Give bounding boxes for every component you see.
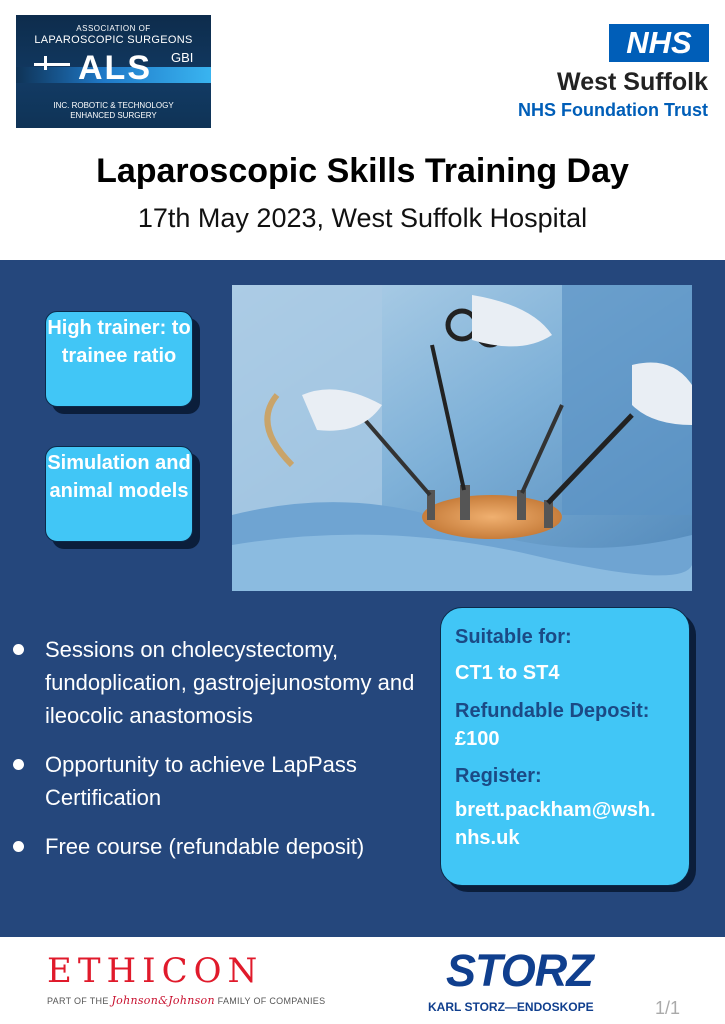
list-item bbox=[10, 633, 430, 732]
ethicon-logo: ETHICON bbox=[47, 951, 264, 991]
register-email-line1[interactable]: brett.packham@wsh. bbox=[455, 799, 656, 821]
register-label: Register: bbox=[455, 765, 542, 787]
als-logo-mark: ALS bbox=[78, 49, 152, 87]
page-title: Laparoscopic Skills Training Day bbox=[96, 152, 629, 190]
ethicon-tagline bbox=[47, 994, 325, 1007]
suitable-label: Suitable for: bbox=[455, 626, 572, 648]
list-item bbox=[10, 830, 430, 863]
als-logo-line3: INC. ROBOTIC & TECHNOLOGY bbox=[53, 101, 174, 110]
event-date-location: 17th May 2023, West Suffolk Hospital bbox=[137, 203, 588, 233]
bullet-icon bbox=[13, 759, 24, 770]
surgery-photo bbox=[232, 285, 692, 591]
als-logo-gbi: GBI bbox=[171, 50, 194, 65]
nhs-logo: NHS bbox=[609, 24, 709, 62]
johnson-johnson-logo: Johnson&Johnson bbox=[111, 994, 215, 1007]
nhs-trust-name: NHS Foundation Trust bbox=[518, 100, 708, 120]
feature-list bbox=[10, 633, 430, 879]
info-box bbox=[440, 607, 690, 886]
list-item bbox=[10, 748, 430, 814]
laparoscope-icon bbox=[34, 63, 70, 66]
deposit-label: Refundable Deposit: bbox=[455, 700, 650, 722]
list-item-text: Free course (refundable deposit) bbox=[45, 834, 365, 859]
nhs-org-name: West Suffolk bbox=[557, 68, 708, 96]
callout-simulation: Simulation and animal models bbox=[45, 446, 193, 542]
bullet-icon bbox=[13, 841, 24, 852]
als-logo bbox=[16, 15, 211, 128]
suitable-value: CT1 to ST4 bbox=[455, 662, 560, 684]
ethicon-tagline-pre: PART OF THE bbox=[47, 996, 112, 1006]
register-email-line2[interactable]: nhs.uk bbox=[455, 827, 520, 849]
als-logo-line4: ENHANCED SURGERY bbox=[70, 111, 157, 120]
als-logo-line2: LAPAROSCOPIC SURGEONS bbox=[34, 34, 193, 46]
laparoscope-handle-icon bbox=[44, 56, 47, 70]
laparoscopic-surgery-image bbox=[232, 285, 692, 591]
list-item-text: Sessions on cholecystectomy, fundoplication, gastrojejunostomy and ileocolic anastomosis bbox=[45, 637, 415, 728]
callout-trainer-ratio: High trainer: to trainee ratio bbox=[45, 311, 193, 407]
bullet-icon bbox=[13, 644, 24, 655]
list-item-text: Opportunity to achieve LapPass Certification bbox=[45, 752, 357, 810]
page-indicator: 1/1 bbox=[655, 998, 681, 1018]
deposit-value: £100 bbox=[455, 728, 500, 750]
als-logo-line1: ASSOCIATION OF bbox=[76, 24, 151, 33]
ethicon-tagline-post: FAMILY OF COMPANIES bbox=[214, 996, 326, 1006]
storz-logo: STORZ bbox=[446, 945, 593, 996]
storz-tagline: KARL STORZ—ENDOSKOPE bbox=[428, 1000, 594, 1014]
